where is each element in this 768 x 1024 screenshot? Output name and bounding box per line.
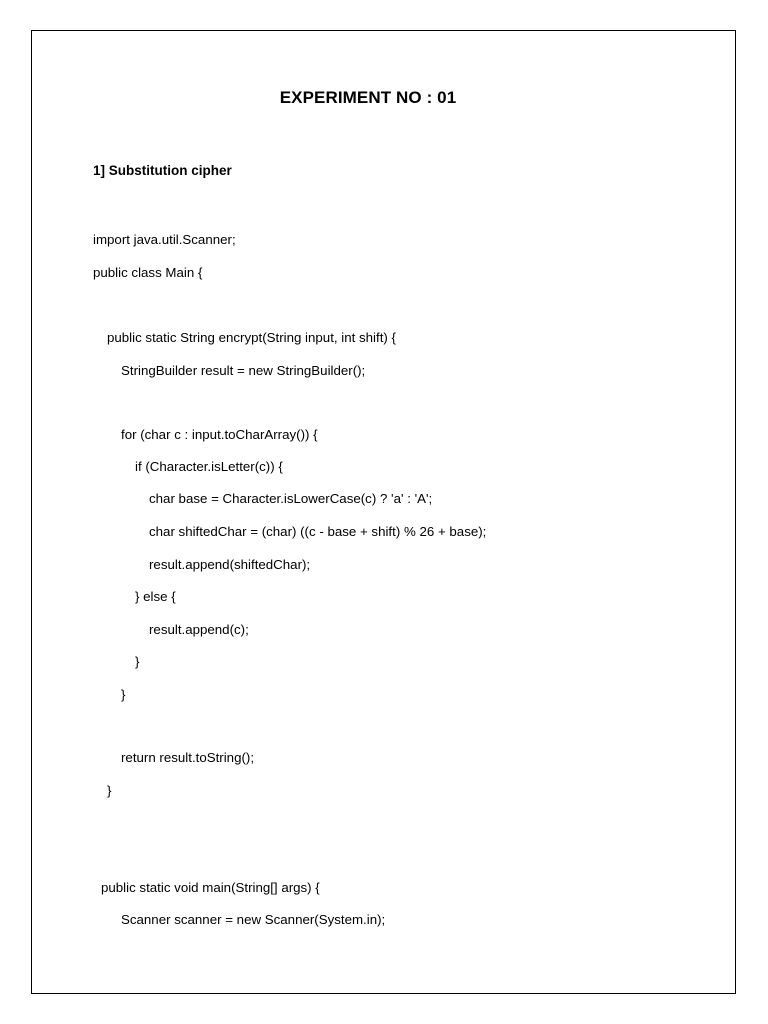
code-line: }	[107, 783, 112, 798]
section-heading: 1] Substitution cipher	[93, 163, 232, 178]
code-line: if (Character.isLetter(c)) {	[135, 459, 283, 474]
code-line: for (char c : input.toCharArray()) {	[121, 427, 318, 442]
code-line: } else {	[135, 589, 176, 604]
code-line: char shiftedChar = (char) ((c - base + shift) % 26 + base);	[149, 524, 487, 539]
code-line: public class Main {	[93, 265, 203, 280]
code-line: return result.toString();	[121, 750, 255, 765]
code-line: StringBuilder result = new StringBuilder();	[121, 363, 366, 378]
code-line: char base = Character.isLowerCase(c) ? 'a' : 'A';	[149, 491, 433, 506]
code-line: }	[135, 654, 140, 669]
document-title: EXPERIMENT NO : 01	[279, 88, 457, 107]
code-line: result.append(c);	[149, 622, 249, 637]
code-line: }	[121, 687, 126, 702]
code-line: result.append(shiftedChar);	[149, 557, 311, 572]
code-line: public static String encrypt(String input, int shift) {	[107, 330, 396, 345]
code-line: import java.util.Scanner;	[93, 232, 236, 247]
code-line: Scanner scanner = new Scanner(System.in);	[121, 912, 386, 927]
code-line: public static void main(String[] args) {	[101, 880, 320, 895]
